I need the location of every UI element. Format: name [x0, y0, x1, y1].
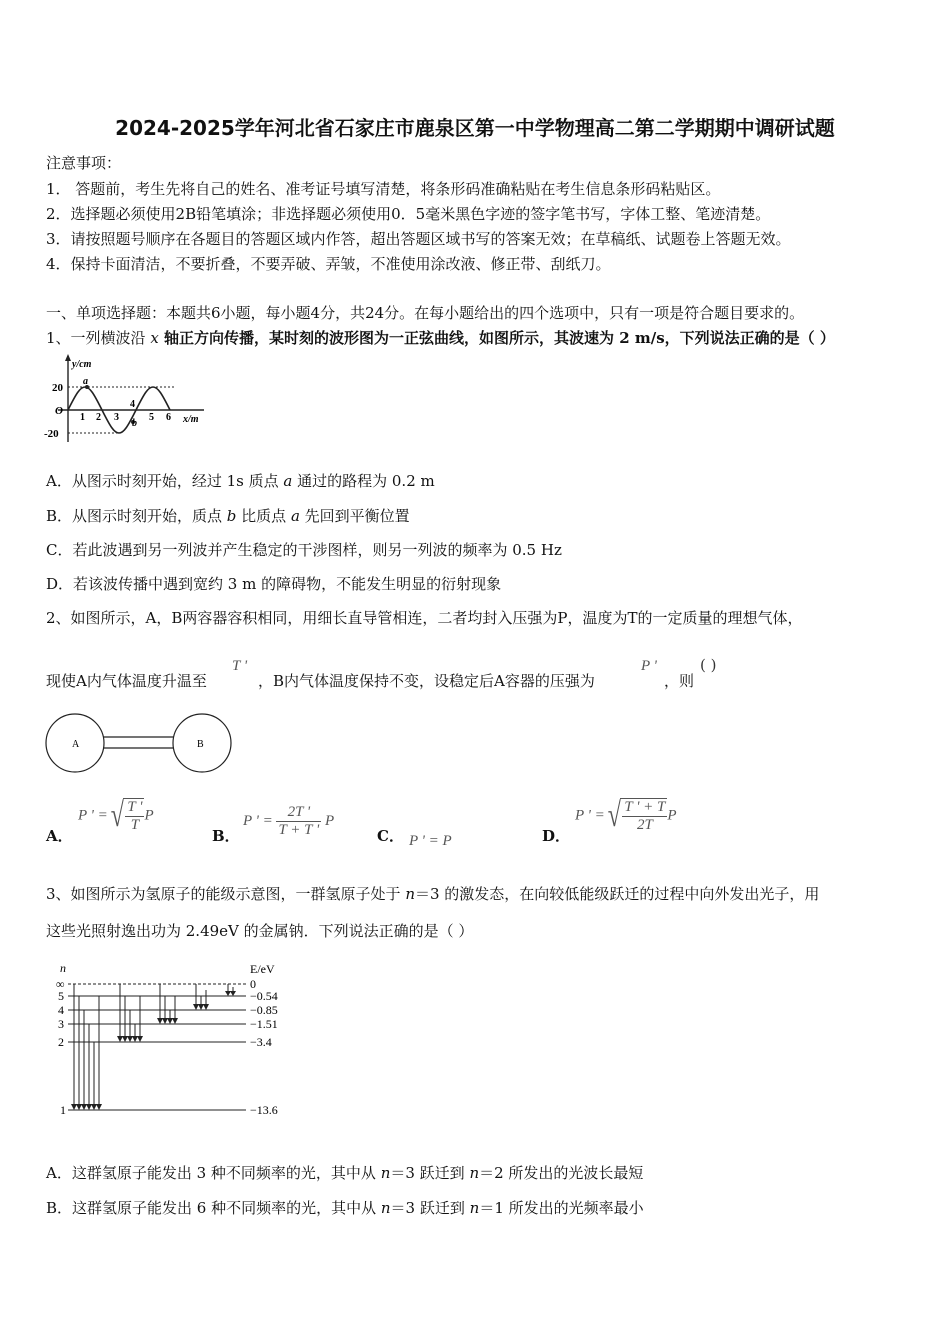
answer-paren: ( ): [700, 656, 717, 674]
transition-arrows-to-1: [74, 984, 99, 1108]
container-b-label: B: [197, 739, 204, 750]
arrowheads-to-2: [117, 1036, 143, 1042]
question-2-option-d-formula[interactable]: P ' =√ $\frac{T ' + T}{2T}$ P: [575, 797, 677, 834]
level-energy-label: −0.85: [250, 1003, 278, 1017]
question-3-stem-line2: 这些光照射逸出功为 2.49eV 的金属钠．下列说法正确的是（ ）: [46, 922, 474, 940]
level-2: [58, 1035, 272, 1049]
y-tick-label: 20: [52, 382, 63, 394]
question-2-option-a-formula[interactable]: P ' =√ $\frac{T '}{T}$ P: [78, 797, 154, 834]
question-2-option-b-label[interactable]: B．: [212, 827, 240, 845]
container-a-label: A: [72, 739, 80, 750]
x-tick-label: 6: [166, 412, 171, 423]
question-2-option-b-formula[interactable]: P ' = $\frac{2T '}{T + T '}$ P: [243, 804, 335, 838]
question-2-option-c-formula[interactable]: P ' = P: [409, 833, 452, 849]
transition-arrows-to-3: [160, 984, 175, 1022]
question-1-option-c[interactable]: C．若此波遇到另一列波并产生稳定的干涉图样，则另一列波的频率为 0.5 Hz: [46, 541, 562, 559]
notice-item: 3．请按照题号顺序在各题目的答题区域内作答，超出答题区域书写的答案无效；在草稿纸、试题卷上答题无效。: [46, 230, 791, 248]
level-n-label: 4: [58, 1003, 64, 1017]
question-3-option-b[interactable]: B．这群氢原子能发出 6 种不同频率的光，其中从 n＝3 跃迁到 n＝1 所发出的光频率最小: [46, 1199, 644, 1217]
pressure-symbol: P ': [641, 658, 657, 674]
question-1-option-d[interactable]: D．若该波传播中遇到宽约 3 m 的障碍物，不能发生明显的衍射现象: [46, 575, 502, 593]
notice-item: 1． 答题前，考生先将自己的姓名、准考证号填写清楚，将条形码准确粘贴在考生信息条形码粘贴区。: [46, 180, 721, 198]
question-2-option-c-label[interactable]: C．: [377, 827, 404, 845]
x-tick-label: 2: [96, 412, 101, 423]
temperature-symbol: T ': [232, 658, 248, 674]
question-3-stem-line1: 3、如图所示为氢原子的能级示意图，一群氢原子处于 n＝3 的激发态，在向较低能级跃迁的过程中向外发出光子，用: [46, 885, 820, 903]
level-energy-label: 0: [250, 977, 256, 991]
x-tick-label: 3: [114, 412, 119, 423]
level-energy-label: −3.4: [250, 1035, 272, 1049]
energy-level-diagram: [50, 960, 300, 1120]
level-n-label: 3: [58, 1017, 64, 1031]
section-heading: 一、单项选择题：本题共6小题，每小题4分，共24分。在每小题给出的四个选项中，只有一项是符合题目要求的。: [46, 304, 805, 322]
question-3-option-a[interactable]: A．这群氢原子能发出 3 种不同频率的光，其中从 n＝3 跃迁到 n＝2 所发出的光波长最短: [46, 1164, 644, 1182]
question-1-option-a[interactable]: A．从图示时刻开始，经过 1s 质点 a 通过的路程为 0.2 m: [46, 472, 435, 490]
level-4: [58, 1003, 278, 1017]
question-2-stem-line2-b: ，B内气体温度保持不变，设稳定后A容器的压强为: [258, 672, 595, 690]
wave-figure: [40, 352, 220, 444]
point-b-label: b: [132, 418, 137, 429]
level-infinity: [56, 977, 256, 991]
level-n-label: ∞: [56, 977, 65, 991]
origin-label: O: [55, 405, 63, 417]
level-n-label: 5: [58, 989, 64, 1003]
question-2-option-a-label[interactable]: A．: [46, 827, 73, 845]
page-title: 2024-2025学年河北省石家庄市鹿泉区第一中学物理高二第二学期期中调研试题: [115, 116, 835, 140]
transition-arrows-to-2: [120, 984, 140, 1040]
arrowheads-to-4: [193, 1004, 209, 1010]
question-2-stem-line1: 2、如图所示，A，B两容器容积相同，用细长直导管相连，二者均封入压强为P，温度为T的一定质量的理想气体，: [46, 609, 803, 627]
x-tick-label: 5: [149, 412, 154, 423]
level-energy-label: −13.6: [250, 1103, 278, 1117]
x-tick-label: 4: [130, 399, 135, 410]
level-energy-label: −0.54: [250, 989, 278, 1003]
question-1-stem: 1、一列横波沿 x 轴正方向传播，某时刻的波形图为一正弦曲线，如图所示，其波速为 2 m/s，下列说法正确的是（ ）: [46, 329, 835, 347]
level-n-label: 1: [60, 1103, 66, 1117]
notice-heading: 注意事项：: [46, 154, 122, 172]
containers-figure: [44, 710, 236, 776]
arrowheads-to-1: [71, 1104, 102, 1110]
level-energy-label: −1.51: [250, 1017, 278, 1031]
notice-item: 4．保持卡面清洁，不要折叠，不要弄破、弄皱，不准使用涂改液、修正带、刮纸刀。: [46, 255, 611, 273]
n-axis-label: n: [60, 961, 66, 975]
x-axis-label: x/m: [183, 414, 199, 425]
energy-axis-label: E/eV: [250, 962, 275, 976]
question-2-stem-line2: 现使A内气体温度升温至: [46, 672, 207, 690]
level-n-label: 2: [58, 1035, 64, 1049]
notice-item: 2．选择题必须使用2B铅笔填涂；非选择题必须使用0．5毫米黑色字迹的签字笔书写，字体工整、笔迹清楚。: [46, 205, 771, 223]
arrowheads-to-5: [225, 991, 236, 996]
y-tick-label: -20: [44, 428, 59, 440]
question-2-stem-line2-c: ，则: [664, 672, 695, 690]
question-2-option-d-label[interactable]: D．: [542, 827, 571, 845]
y-axis-label: y/cm: [72, 359, 92, 370]
point-a-label: a: [83, 376, 88, 387]
question-1-option-b[interactable]: B．从图示时刻开始，质点 b 比质点 a 先回到平衡位置: [46, 507, 410, 525]
level-5: [58, 989, 278, 1003]
arrowheads-to-3: [157, 1018, 178, 1024]
x-tick-label: 1: [80, 412, 85, 423]
